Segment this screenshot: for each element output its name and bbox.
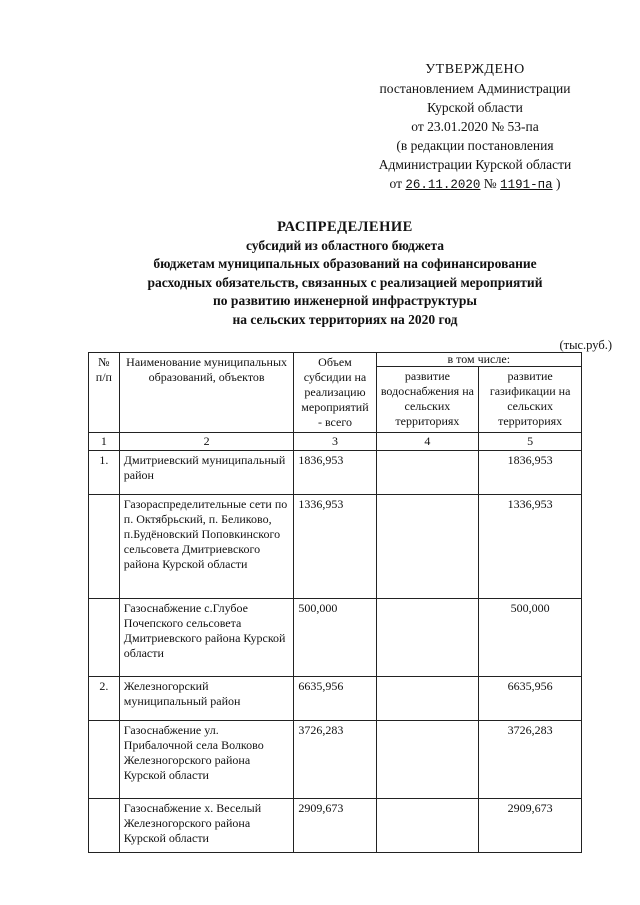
approval-date-line (350, 174, 600, 195)
row-name: Железногорский муниципальный район (119, 677, 294, 721)
header-water: развитие водоснабжения на сельских территориях (376, 367, 479, 433)
number-prefix: № (483, 176, 497, 191)
title-line: на сельских территориях на 2020 год (232, 311, 458, 327)
col-number: 5 (479, 433, 582, 451)
row-total: 6635,956 (294, 677, 376, 721)
row-water (376, 599, 479, 677)
row-gas: 6635,956 (479, 677, 582, 721)
row-total: 2909,673 (294, 799, 376, 853)
row-water (376, 495, 479, 599)
row-gas: 1336,953 (479, 495, 582, 599)
header-gas: развитие газификации на сельских территориях (479, 367, 582, 433)
row-num: 1. (89, 451, 120, 495)
title-line: расходных обязательств, связанных с реализацией мероприятий (147, 274, 543, 290)
row-total: 1336,953 (294, 495, 376, 599)
column-number-row (89, 433, 582, 451)
row-num (89, 799, 120, 853)
row-total: 500,000 (294, 599, 376, 677)
approval-line: от 23.01.2020 № 53-па (411, 119, 539, 134)
header-num: № п/п (89, 353, 120, 433)
row-name: Газораспределительные сети по п. Октябрьский, п. Беликово, п.Будёновский Поповкинского сельсовета Дмитриевского района Курской области (119, 495, 294, 599)
table-header-row (89, 353, 582, 367)
approval-line: (в редакции постановления (396, 138, 554, 153)
units-label: (тыс.руб.) (559, 338, 612, 352)
date-value: 26.11.2020 (405, 178, 481, 192)
row-gas: 2909,673 (479, 799, 582, 853)
approval-heading: УТВЕРЖДЕНО (425, 62, 525, 77)
approval-line: Курской области (427, 100, 523, 115)
table-row (89, 495, 582, 599)
row-water (376, 721, 479, 799)
row-gas: 500,000 (479, 599, 582, 677)
row-gas: 3726,283 (479, 721, 582, 799)
document-title (100, 218, 590, 329)
row-name: Дмитриевский муниципальный район (119, 451, 294, 495)
row-total: 1836,953 (294, 451, 376, 495)
title-line: бюджетам муниципальных образований на софинансирование (153, 256, 537, 271)
col-number: 1 (89, 433, 120, 451)
approval-line: Администрации Курской области (378, 157, 572, 172)
row-name: Газоснабжение х. Веселый Железногорского района Курской области (119, 799, 294, 853)
header-including: в том числе: (376, 353, 581, 367)
row-gas: 1836,953 (479, 451, 582, 495)
close-paren: ) (555, 176, 561, 191)
col-number: 4 (376, 433, 479, 451)
approval-block (350, 60, 600, 195)
distribution-table (88, 352, 582, 853)
row-num (89, 721, 120, 799)
row-name: Газоснабжение ул. Прибалочной села Волково Железногорского района Курской области (119, 721, 294, 799)
row-name: Газоснабжение с.Глубое Почепского сельсовета Дмитриевского района Курской области (119, 599, 294, 677)
row-num (89, 495, 120, 599)
header-volume: Объем субсидии на реализацию мероприятий - всего (294, 353, 376, 433)
table-row (89, 721, 582, 799)
row-water (376, 451, 479, 495)
row-water (376, 677, 479, 721)
row-num: 2. (89, 677, 120, 721)
table-row (89, 677, 582, 721)
row-water (376, 799, 479, 853)
title-line: по развитию инженерной инфраструктуры (213, 293, 477, 308)
row-total: 3726,283 (294, 721, 376, 799)
header-name: Наименование муниципальных образований, объектов (119, 353, 294, 433)
table-row (89, 599, 582, 677)
approval-line: постановлением Администрации (379, 81, 571, 96)
title-line: субсидий из областного бюджета (245, 237, 445, 253)
title-main: РАСПРЕДЕЛЕНИЕ (277, 219, 413, 235)
col-number: 3 (294, 433, 376, 451)
number-value: 1191-па (500, 178, 553, 192)
date-prefix: от (389, 176, 403, 191)
col-number: 2 (119, 433, 294, 451)
table-row (89, 799, 582, 853)
table-row (89, 451, 582, 495)
row-num (89, 599, 120, 677)
